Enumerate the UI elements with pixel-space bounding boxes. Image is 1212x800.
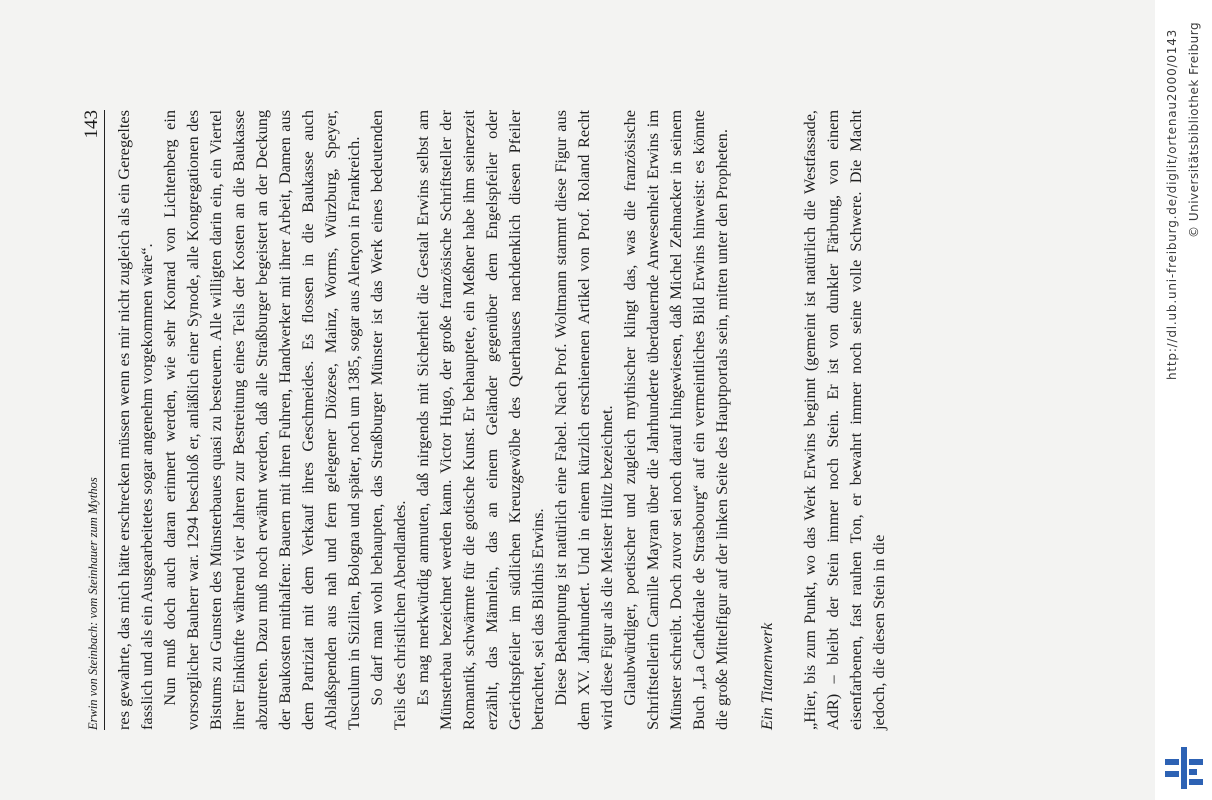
body-text [112,110,890,730]
paragraph: Glaubwürdiger, poetischer und zugleich mythischer klingt das, was die französische Schriftstellerin Camille Mayran über die Jahrhunderte überdauernde Anwesenheit Erwins im Münster schreibt. Doch zuvor sei noch darauf hingewiesen, daß Michel Zehnacker in seinem Buch „La Cathédrale de Strasbourg“ auf ein vermeintliches Bild Erwins hinweist: es könnte die große Mittelfigur auf der linken Seite des Hauptportals sein, mitten unter den Propheten. [620,110,731,730]
viewer-sidebar [1155,0,1212,800]
page-number: 143 [81,110,102,139]
paragraph: Diese Behauptung ist natürlich eine Fabel. Nach Prof. Woltmann stammt diese Figur aus dem XV. Jahrhundert. Und in einem kürzlich erschienenen Artikel von Prof. Roland Recht wird diese Figur als die Meister Hültz bezeichnet. [551,110,616,730]
paragraph: Nun muß doch auch daran erinnert werden, wie sehr Konrad von Lichtenberg ein vorsorglicher Bauherr war. 1294 beschloß er, anläßlich einer Synode, alle Kongregationen des Bistums zu Gunsten des Münsterbaues quasi zu besteuern. Alle willigten darin ein, ein Viertel ihrer Einkünfte während vier Jahren zur Bestreitung eines Teils der Kosten an die Baukasse abzutreten. Dazu muß noch erwähnt werden, daß alle Straßburger begeistert an der Deckung der Baukosten mithalfen: Bauern mit ihren Fuhren, Handwerker mit ihrer Arbeit, Damen aus dem Patriziat mit dem Verkauf ihres Geschmeides. Es flossen in die Baukasse auch Ablaßspenden aus nah und fern gelegener Diözese, Mainz, Worms, Würzburg, Speyer, Tusculum in Sizilien, Bologna und später, noch um 1385, sogar aus Alençon in Frankreich. [160,110,363,730]
copyright-notice: © Universitätsbibliothek Freiburg [1187,21,1201,238]
page-header [82,110,105,730]
section-heading: Ein Titanenwerk [757,622,776,730]
paragraph: Es mag merkwürdig anmuten, daß nirgends mit Sicherheit die Gestalt Erwins selbst am Münsterbau bezeichnet werden kann. Victor Hugo, der große französische Schriftsteller der Romantik, schwärmte für die gotische Kunst. Er behauptete, ein Meßner habe ihm seinerzeit erzählt, das Männlein, das an einem Geländer gegenüber dem Engelspfeiler oder Gerichtspfeiler im südlichen Kreuzgewölbe des Querhauses nachdenklich diesen Pfeiler betrachtet, sei das Bildnis Erwins. [413,110,547,730]
paragraph: So darf man wohl behaupten, das Straßburger Münster ist das Werk eines bedeutenden Teils des christlichen Abendlandes. [367,110,409,730]
ub-freiburg-logo-icon [1163,745,1205,791]
paragraph: „Hier, bis zum Punkt, wo das Werk Erwins beginnt (gemeint ist natürlich die Westfassade, AdR) – bleibt der Stein immer noch Stein. Er ist von dunkler Färbung, von einem eisenfarbenen, fast rauhen Ton, er bewahrt immer noch seine volle Schwere. Die Macht jedoch, die diesen Stein in die [800,110,888,730]
sidebar-rotated-text [1155,0,1212,800]
running-title: Erwin von Steinbach: vom Steinhauer zum Mythos [86,477,100,730]
source-url[interactable]: http://dl.ub.uni-freiburg.de/diglit/ortenau2000/0143 [1165,28,1179,380]
paragraph: res gewahrte, das mich hätte erschrecken müssen wenn es mir nicht zugleich als ein Geregeltes fasslich und als ein Ausgearbeitetes sogar angenehm vorgekommen wäre“. [114,110,156,730]
